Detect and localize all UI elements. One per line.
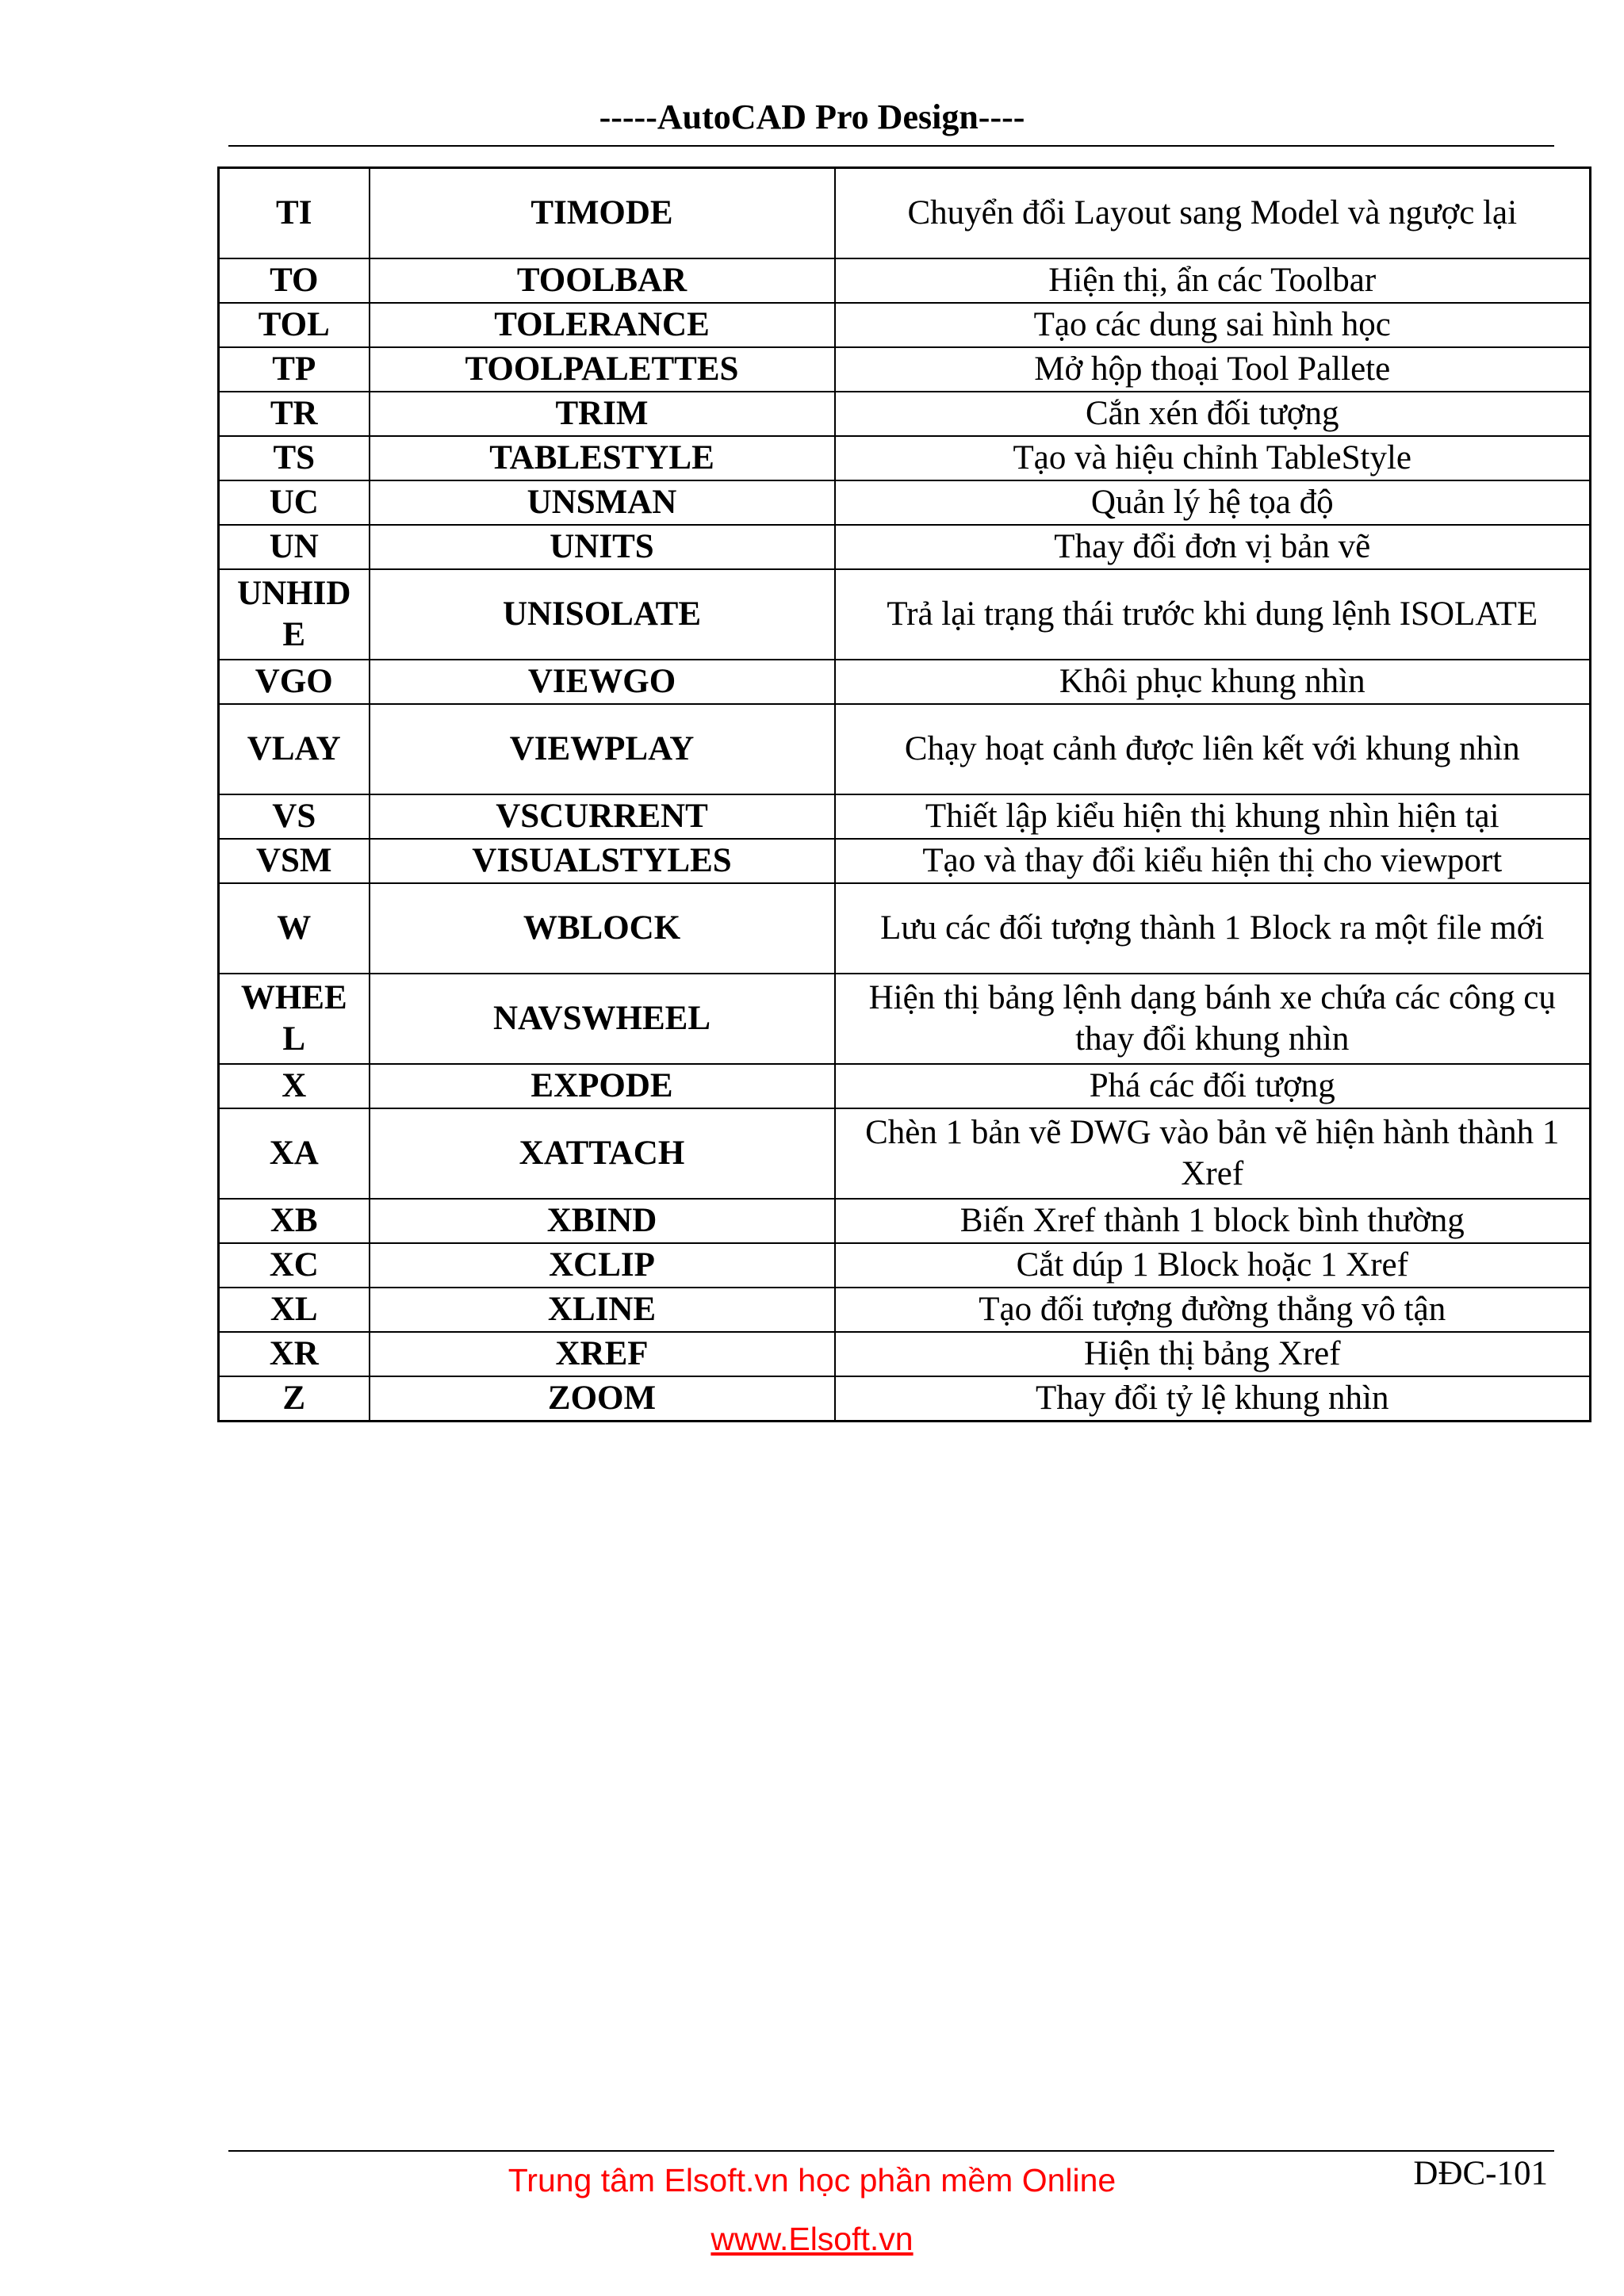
- command-name-cell: XCLIP: [370, 1243, 835, 1288]
- command-alias-cell: XA: [219, 1108, 370, 1199]
- command-alias-cell: TR: [219, 392, 370, 436]
- table-row: [219, 303, 1591, 347]
- command-alias-cell: VGO: [219, 660, 370, 704]
- command-name-cell: TIMODE: [370, 168, 835, 259]
- table-row: [219, 347, 1591, 392]
- footer-link-row: [0, 2215, 1624, 2263]
- table-row: [219, 1376, 1591, 1422]
- command-alias-cell: VLAY: [219, 704, 370, 794]
- command-name-cell: TABLESTYLE: [370, 436, 835, 480]
- command-description-cell: Cắn xén đối tượng: [835, 392, 1591, 436]
- command-name-cell: TOLERANCE: [370, 303, 835, 347]
- command-name-cell: VISUALSTYLES: [370, 839, 835, 883]
- table-row: [219, 436, 1591, 480]
- command-description-cell: Hiện thị, ẩn các Toolbar: [835, 258, 1591, 303]
- command-name-cell: WBLOCK: [370, 883, 835, 974]
- command-alias-cell: VS: [219, 794, 370, 839]
- command-description-cell: Hiện thị bảng Xref: [835, 1332, 1591, 1376]
- command-name-cell: XLINE: [370, 1288, 835, 1332]
- command-alias-cell: XL: [219, 1288, 370, 1332]
- command-alias-cell: XB: [219, 1199, 370, 1243]
- command-alias-cell: TO: [219, 258, 370, 303]
- command-name-cell: VIEWPLAY: [370, 704, 835, 794]
- table-row: [219, 704, 1591, 794]
- table-row: [219, 794, 1591, 839]
- command-name-cell: TOOLPALETTES: [370, 347, 835, 392]
- command-alias-cell: TI: [219, 168, 370, 259]
- table-row: [219, 258, 1591, 303]
- command-description-cell: Trả lại trạng thái trước khi dung lệnh ISOLATE: [835, 569, 1591, 660]
- command-description-cell: Thay đổi tỷ lệ khung nhìn: [835, 1376, 1591, 1422]
- table-row: [219, 168, 1591, 259]
- command-name-cell: UNISOLATE: [370, 569, 835, 660]
- command-alias-cell: UC: [219, 480, 370, 525]
- table-row: [219, 1199, 1591, 1243]
- command-description-cell: Thay đổi đơn vị bản vẽ: [835, 525, 1591, 569]
- command-name-cell: XREF: [370, 1332, 835, 1376]
- command-description-cell: Thiết lập kiểu hiện thị khung nhìn hiện tại: [835, 794, 1591, 839]
- table-row: [219, 883, 1591, 974]
- command-description-cell: Tạo đối tượng đường thẳng vô tận: [835, 1288, 1591, 1332]
- command-alias-cell: W: [219, 883, 370, 974]
- command-table-body: [219, 168, 1591, 1422]
- command-description-cell: Phá các đối tượng: [835, 1064, 1591, 1108]
- command-name-cell: TRIM: [370, 392, 835, 436]
- command-alias-cell: Z: [219, 1376, 370, 1422]
- command-name-cell: XBIND: [370, 1199, 835, 1243]
- command-table: [217, 166, 1591, 1422]
- command-alias-cell: TOL: [219, 303, 370, 347]
- table-row: [219, 525, 1591, 569]
- command-name-cell: VSCURRENT: [370, 794, 835, 839]
- command-alias-cell: TS: [219, 436, 370, 480]
- command-alias-cell: VSM: [219, 839, 370, 883]
- command-name-cell: NAVSWHEEL: [370, 974, 835, 1064]
- command-alias-cell: WHEE L: [219, 974, 370, 1064]
- command-description-cell: Cắt dúp 1 Block hoặc 1 Xref: [835, 1243, 1591, 1288]
- command-alias-cell: XC: [219, 1243, 370, 1288]
- command-name-cell: XATTACH: [370, 1108, 835, 1199]
- command-alias-cell: TP: [219, 347, 370, 392]
- footer-website-link[interactable]: www.Elsoft.vn: [710, 2221, 914, 2257]
- command-description-cell: Lưu các đối tượng thành 1 Block ra một file mới: [835, 883, 1591, 974]
- command-description-cell: Hiện thị bảng lệnh dạng bánh xe chứa các công cụ thay đổi khung nhìn: [835, 974, 1591, 1064]
- command-alias-cell: UNHID E: [219, 569, 370, 660]
- table-row: [219, 1064, 1591, 1108]
- command-name-cell: VIEWGO: [370, 660, 835, 704]
- command-alias-cell: UN: [219, 525, 370, 569]
- command-name-cell: UNSMAN: [370, 480, 835, 525]
- table-row: [219, 839, 1591, 883]
- page-number: DĐC-101: [1413, 2155, 1548, 2192]
- command-description-cell: Chèn 1 bản vẽ DWG vào bản vẽ hiện hành thành 1 Xref: [835, 1108, 1591, 1199]
- table-row: [219, 660, 1591, 704]
- table-row: [219, 480, 1591, 525]
- command-description-cell: Mở hộp thoại Tool Pallete: [835, 347, 1591, 392]
- footer-divider: [228, 2150, 1554, 2152]
- command-description-cell: Tạo các dung sai hình học: [835, 303, 1591, 347]
- footer-center-text: Trung tâm Elsoft.vn học phần mềm Online: [508, 2162, 1116, 2198]
- table-row: [219, 1332, 1591, 1376]
- header-divider: [228, 145, 1554, 147]
- command-description-cell: Tạo và thay đổi kiểu hiện thị cho viewport: [835, 839, 1591, 883]
- command-name-cell: EXPODE: [370, 1064, 835, 1108]
- command-description-cell: Khôi phục khung nhìn: [835, 660, 1591, 704]
- table-row: [219, 1108, 1591, 1199]
- command-description-cell: Chuyển đổi Layout sang Model và ngược lại: [835, 168, 1591, 259]
- command-alias-cell: XR: [219, 1332, 370, 1376]
- table-row: [219, 569, 1591, 660]
- command-description-cell: Tạo và hiệu chỉnh TableStyle: [835, 436, 1591, 480]
- command-description-cell: Biến Xref thành 1 block bình thường: [835, 1199, 1591, 1243]
- table-row: [219, 1243, 1591, 1288]
- command-alias-cell: X: [219, 1064, 370, 1108]
- command-description-cell: Chạy hoạt cảnh được liên kết với khung nhìn: [835, 704, 1591, 794]
- command-description-cell: Quản lý hệ tọa độ: [835, 480, 1591, 525]
- table-row: [219, 1288, 1591, 1332]
- table-row: [219, 974, 1591, 1064]
- table-row: [219, 392, 1591, 436]
- command-name-cell: TOOLBAR: [370, 258, 835, 303]
- page-header-title: -----AutoCAD Pro Design----: [599, 98, 1025, 136]
- command-name-cell: UNITS: [370, 525, 835, 569]
- command-name-cell: ZOOM: [370, 1376, 835, 1422]
